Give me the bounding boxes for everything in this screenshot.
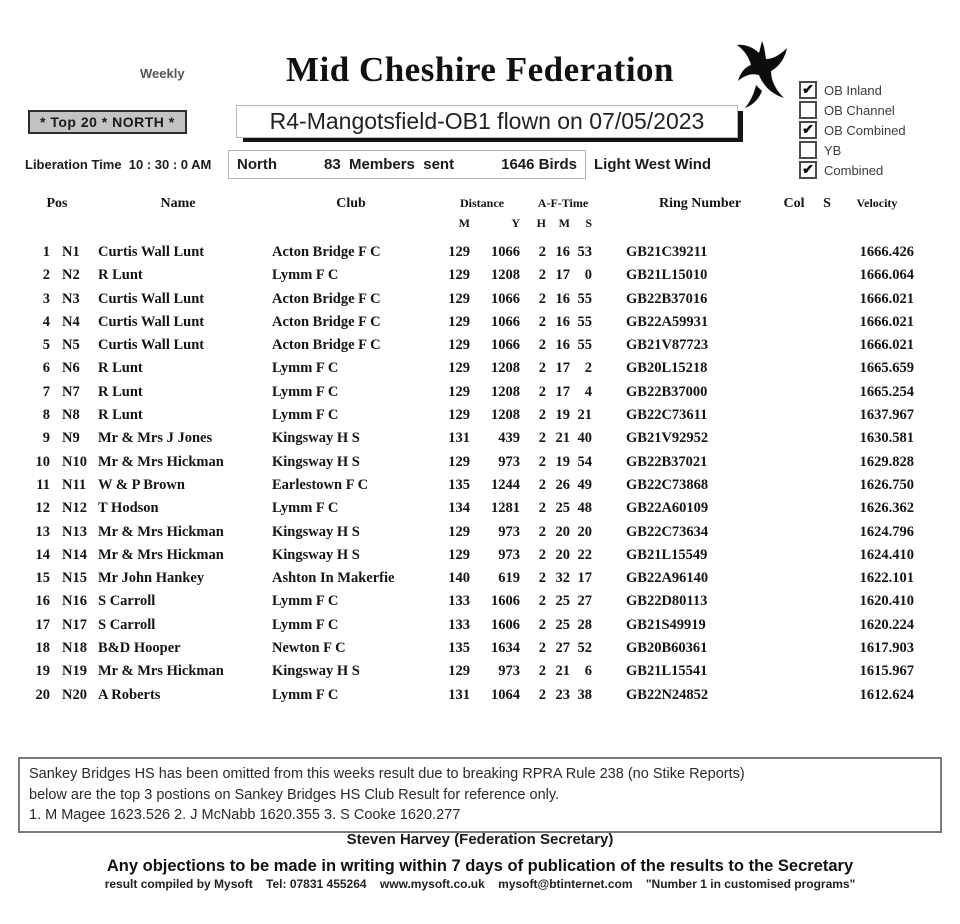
cell-distance-yards: 973 <box>498 523 520 540</box>
cell-club: Lymm F C <box>272 500 339 517</box>
col-header-col: Col <box>783 196 805 211</box>
cell-position: 3 <box>42 290 50 307</box>
cell-north-code: N7 <box>62 383 80 400</box>
checkbox-label: YB <box>824 142 842 158</box>
cell-position: 9 <box>42 430 50 447</box>
cell-club: Kingsway H S <box>272 663 360 680</box>
cell-club: Lymm F C <box>272 383 339 400</box>
cell-velocity: 1626.750 <box>859 476 914 493</box>
cell-distance-yards: 439 <box>498 430 520 447</box>
cell-time-hours: 2 <box>538 313 546 330</box>
cell-time-hours: 2 <box>538 593 546 610</box>
checkmark-icon: ✔ <box>802 81 814 97</box>
checkbox-icon <box>799 161 817 179</box>
cell-ring-number: GB22B37021 <box>626 453 708 470</box>
cell-position: 15 <box>35 570 50 587</box>
cell-north-code: N20 <box>62 686 87 703</box>
cell-position: 7 <box>42 383 50 400</box>
cell-north-code: N19 <box>62 663 87 680</box>
table-row <box>24 477 926 500</box>
cell-ring-number: GB21S49919 <box>626 616 706 633</box>
cell-time-minutes: 25 <box>555 500 570 517</box>
cell-north-code: N2 <box>62 267 80 284</box>
cell-time-hours: 2 <box>538 360 546 377</box>
cell-distance-yards: 1066 <box>491 337 520 354</box>
cell-ring-number: GB21L15541 <box>626 663 708 680</box>
cell-time-seconds: 28 <box>577 616 592 633</box>
cell-name: A Roberts <box>98 686 161 703</box>
cell-club: Lymm F C <box>272 593 339 610</box>
race-summary-box <box>228 150 586 179</box>
cell-club: Lymm F C <box>272 407 339 424</box>
cell-position: 12 <box>35 500 50 517</box>
cell-velocity: 1620.410 <box>859 593 914 610</box>
cell-club: Kingsway H S <box>272 546 360 563</box>
cell-ring-number: GB20L15218 <box>626 360 708 377</box>
bird-logo <box>732 40 794 117</box>
cell-time-hours: 2 <box>538 570 546 587</box>
cell-velocity: 1665.659 <box>859 360 914 377</box>
cell-velocity: 1637.967 <box>859 407 914 424</box>
cell-north-code: N14 <box>62 546 87 563</box>
cell-ring-number: GB22C73868 <box>626 476 709 493</box>
objections-notice: Any objections to be made in writing within 7 days of publication of the results to the Secretary <box>106 857 854 875</box>
cell-time-seconds: 6 <box>584 663 592 680</box>
cell-velocity: 1624.796 <box>859 523 914 540</box>
cell-position: 8 <box>42 407 50 424</box>
cell-time-seconds: 20 <box>577 523 592 540</box>
cell-distance-yards: 1606 <box>491 593 520 610</box>
cell-time-hours: 2 <box>538 407 546 424</box>
cell-name: Mr & Mrs Hickman <box>98 523 224 540</box>
cell-time-hours: 2 <box>538 546 546 563</box>
cell-name: Mr & Mrs Hickman <box>98 546 224 563</box>
cell-distance-miles: 129 <box>448 546 470 563</box>
cell-name: R Lunt <box>98 407 143 424</box>
cell-time-hours: 2 <box>538 430 546 447</box>
cell-time-minutes: 16 <box>555 290 570 307</box>
cell-distance-miles: 129 <box>448 407 470 424</box>
weekly-label: Weekly <box>140 66 185 81</box>
note-line-3: 1. M Magee 1623.526 2. J McNabb 1620.355 3. S Cooke 1620.277 <box>29 807 461 824</box>
cell-distance-miles: 134 <box>448 500 470 517</box>
subheader-hours: H <box>536 216 546 230</box>
checkbox-label: OB Inland <box>824 82 882 98</box>
results-rows <box>24 244 926 710</box>
cell-distance-yards: 973 <box>498 546 520 563</box>
cell-name: S Carroll <box>98 616 156 633</box>
cell-ring-number: GB22A59931 <box>626 313 709 330</box>
cell-position: 20 <box>35 686 50 703</box>
cell-distance-yards: 973 <box>498 453 520 470</box>
checkbox-icon <box>799 121 817 139</box>
cell-club: Kingsway H S <box>272 430 360 447</box>
cell-position: 4 <box>42 313 50 330</box>
cell-ring-number: GB21V92952 <box>626 430 709 447</box>
cell-north-code: N16 <box>62 593 87 610</box>
cell-north-code: N11 <box>62 476 87 493</box>
table-row <box>24 430 926 453</box>
cell-velocity: 1615.967 <box>859 663 914 680</box>
cell-time-seconds: 48 <box>577 500 592 517</box>
cell-velocity: 1629.828 <box>859 453 914 470</box>
table-row <box>24 500 926 523</box>
cell-velocity: 1620.224 <box>859 616 914 633</box>
cell-velocity: 1624.410 <box>859 546 914 563</box>
subheader-minutes: M <box>558 216 570 230</box>
cell-time-minutes: 23 <box>555 686 570 703</box>
cell-position: 18 <box>35 640 50 657</box>
pigeon-icon <box>732 99 794 116</box>
cell-time-minutes: 17 <box>555 383 570 400</box>
cell-distance-miles: 135 <box>448 640 470 657</box>
compiled-by-line: result compiled by Mysoft Tel: 07831 455264 www.mysoft.co.uk mysoft@btinternet.com "Number 1 in customised programs" <box>104 877 856 891</box>
table-row <box>24 454 926 477</box>
cell-ring-number: GB22D80113 <box>626 593 708 610</box>
cell-time-seconds: 54 <box>577 453 592 470</box>
cell-club: Acton Bridge F C <box>272 290 381 307</box>
cell-distance-yards: 1208 <box>491 267 520 284</box>
cell-club: Lymm F C <box>272 360 339 377</box>
category-checkbox[interactable] <box>799 100 906 120</box>
cell-distance-miles: 135 <box>448 476 470 493</box>
cell-time-minutes: 17 <box>555 360 570 377</box>
cell-distance-yards: 619 <box>498 570 520 587</box>
cell-distance-miles: 129 <box>448 453 470 470</box>
cell-distance-miles: 133 <box>448 593 470 610</box>
cell-distance-miles: 129 <box>448 267 470 284</box>
cell-time-minutes: 16 <box>555 313 570 330</box>
cell-club: Earlestown F C <box>272 476 369 493</box>
cell-ring-number: GB20B60361 <box>626 640 708 657</box>
cell-position: 1 <box>42 244 50 260</box>
cell-north-code: N15 <box>62 570 87 587</box>
cell-ring-number: GB22N24852 <box>626 686 709 703</box>
col-header-name: Name <box>160 196 196 211</box>
cell-time-minutes: 17 <box>555 267 570 284</box>
cell-distance-yards: 1606 <box>491 616 520 633</box>
cell-club: Lymm F C <box>272 686 339 703</box>
cell-time-minutes: 32 <box>555 570 570 587</box>
category-checkbox[interactable] <box>799 80 906 100</box>
cell-distance-yards: 1066 <box>491 290 520 307</box>
cell-time-hours: 2 <box>538 453 546 470</box>
cell-time-seconds: 2 <box>584 360 592 377</box>
table-row <box>24 640 926 663</box>
table-row <box>24 547 926 570</box>
cell-time-hours: 2 <box>538 500 546 517</box>
cell-north-code: N3 <box>62 290 80 307</box>
cell-name: R Lunt <box>98 360 143 377</box>
table-row <box>24 360 926 383</box>
cell-ring-number: GB22C73634 <box>626 523 709 540</box>
cell-name: T Hodson <box>98 500 159 517</box>
subheader-seconds: S <box>585 216 592 230</box>
table-row <box>24 337 926 360</box>
cell-club: Acton Bridge F C <box>272 313 381 330</box>
cell-distance-miles: 129 <box>448 360 470 377</box>
checkbox-icon <box>799 81 817 99</box>
cell-distance-yards: 1244 <box>491 476 520 493</box>
cell-position: 17 <box>35 616 50 633</box>
cell-ring-number: GB21V87723 <box>626 337 709 354</box>
section-name: North <box>237 156 277 173</box>
checkbox-label: OB Combined <box>824 122 906 138</box>
cell-time-seconds: 17 <box>577 570 592 587</box>
cell-ring-number: GB21L15010 <box>626 267 708 284</box>
cell-distance-miles: 129 <box>448 244 470 260</box>
cell-time-minutes: 21 <box>555 430 570 447</box>
cell-north-code: N13 <box>62 523 87 540</box>
cell-distance-miles: 131 <box>448 430 470 447</box>
cell-ring-number: GB22C73611 <box>626 407 708 424</box>
cell-name: Mr John Hankey <box>98 570 205 587</box>
cell-position: 13 <box>35 523 50 540</box>
cell-time-minutes: 27 <box>555 640 570 657</box>
cell-distance-yards: 1066 <box>491 313 520 330</box>
checkbox-icon <box>799 141 817 159</box>
cell-time-hours: 2 <box>538 523 546 540</box>
table-row <box>24 570 926 593</box>
category-checkbox[interactable] <box>799 160 906 180</box>
wind-conditions: Light West Wind <box>594 156 712 173</box>
cell-time-minutes: 21 <box>555 663 570 680</box>
col-header-distance: Distance <box>460 196 504 210</box>
cell-time-seconds: 4 <box>584 383 592 400</box>
cell-time-minutes: 16 <box>555 337 570 354</box>
table-subheader-row <box>24 216 926 238</box>
cell-velocity: 1666.021 <box>859 337 914 354</box>
liberation-time: Liberation Time 10 : 30 : 0 AM <box>25 157 212 172</box>
table-row <box>24 593 926 616</box>
secretary-signature: Steven Harvey (Federation Secretary) <box>346 831 614 848</box>
cell-club: Lymm F C <box>272 616 339 633</box>
cell-velocity: 1622.101 <box>859 570 914 587</box>
cell-time-minutes: 19 <box>555 407 570 424</box>
cell-club: Kingsway H S <box>272 523 360 540</box>
cell-distance-yards: 1208 <box>491 383 520 400</box>
cell-time-hours: 2 <box>538 686 546 703</box>
cell-ring-number: GB22A60109 <box>626 500 709 517</box>
cell-distance-miles: 129 <box>448 313 470 330</box>
cell-position: 5 <box>42 337 50 354</box>
cell-time-minutes: 20 <box>555 523 570 540</box>
cell-time-minutes: 16 <box>555 244 570 260</box>
cell-time-seconds: 55 <box>577 290 592 307</box>
cell-time-seconds: 55 <box>577 313 592 330</box>
table-row <box>24 244 926 267</box>
cell-time-hours: 2 <box>538 290 546 307</box>
cell-name: Curtis Wall Lunt <box>98 313 205 330</box>
cell-club: Acton Bridge F C <box>272 244 381 260</box>
cell-north-code: N6 <box>62 360 80 377</box>
table-row <box>24 687 926 710</box>
cell-velocity: 1612.624 <box>859 686 914 703</box>
category-checkbox[interactable] <box>799 120 906 140</box>
cell-distance-miles: 129 <box>448 290 470 307</box>
cell-north-code: N5 <box>62 337 80 354</box>
cell-distance-miles: 129 <box>448 383 470 400</box>
cell-club: Ashton In Makerfie <box>272 570 395 587</box>
cell-name: Mr & Mrs Hickman <box>98 663 224 680</box>
cell-time-seconds: 0 <box>584 267 592 284</box>
cell-distance-yards: 1208 <box>491 360 520 377</box>
col-header-velocity: Velocity <box>856 196 898 210</box>
cell-time-seconds: 27 <box>577 593 592 610</box>
cell-ring-number: GB21L15549 <box>626 546 708 563</box>
members-sent: 83 Members sent <box>324 156 455 173</box>
cell-name: B&D Hooper <box>98 640 181 657</box>
col-header-s: S <box>823 196 831 211</box>
birds-count: 1646 Birds <box>501 156 577 173</box>
checkbox-label: Combined <box>824 162 884 178</box>
subheader-miles: M <box>458 216 470 230</box>
cell-club: Newton F C <box>272 640 346 657</box>
cell-time-seconds: 52 <box>577 640 592 657</box>
cell-north-code: N17 <box>62 616 87 633</box>
cell-name: Mr & Mrs Hickman <box>98 453 224 470</box>
cell-north-code: N10 <box>62 453 87 470</box>
cell-distance-yards: 973 <box>498 663 520 680</box>
col-header-pos: Pos <box>46 196 68 211</box>
cell-time-minutes: 20 <box>555 546 570 563</box>
checkmark-icon: ✔ <box>802 121 814 137</box>
cell-north-code: N18 <box>62 640 87 657</box>
cell-ring-number: GB22B37000 <box>626 383 708 400</box>
cell-position: 10 <box>35 453 50 470</box>
cell-velocity: 1666.021 <box>859 290 914 307</box>
cell-name: Curtis Wall Lunt <box>98 290 205 307</box>
cell-name: S Carroll <box>98 593 156 610</box>
cell-position: 16 <box>35 593 50 610</box>
cell-distance-miles: 129 <box>448 523 470 540</box>
cell-time-minutes: 26 <box>555 476 570 493</box>
cell-time-seconds: 55 <box>577 337 592 354</box>
cell-time-hours: 2 <box>538 476 546 493</box>
col-header-club: Club <box>336 196 366 211</box>
cell-north-code: N12 <box>62 500 87 517</box>
checkbox-icon <box>799 101 817 119</box>
cell-north-code: N1 <box>62 244 80 260</box>
cell-distance-miles: 131 <box>448 686 470 703</box>
cell-north-code: N4 <box>62 313 80 330</box>
cell-name: R Lunt <box>98 383 143 400</box>
cell-velocity: 1665.254 <box>859 383 914 400</box>
page-title: Mid Cheshire Federation <box>285 50 675 89</box>
cell-name: W & P Brown <box>98 476 185 493</box>
table-row <box>24 267 926 290</box>
cell-position: 14 <box>35 546 50 563</box>
note-line-2: below are the top 3 postions on Sankey Bridges HS Club Result for reference only. <box>29 786 560 803</box>
omission-note-box <box>18 757 942 833</box>
cell-velocity: 1666.064 <box>859 267 914 284</box>
cell-name: Curtis Wall Lunt <box>98 337 205 354</box>
cell-velocity: 1617.903 <box>859 640 914 657</box>
cell-time-hours: 2 <box>538 640 546 657</box>
cell-time-hours: 2 <box>538 616 546 633</box>
cell-time-seconds: 49 <box>577 476 592 493</box>
table-row <box>24 384 926 407</box>
cell-name: Mr & Mrs J Jones <box>98 430 213 447</box>
cell-distance-yards: 1066 <box>491 244 520 260</box>
cell-time-seconds: 40 <box>577 430 592 447</box>
cell-velocity: 1630.581 <box>859 430 914 447</box>
cell-distance-miles: 129 <box>448 337 470 354</box>
cell-distance-miles: 133 <box>448 616 470 633</box>
cell-time-hours: 2 <box>538 337 546 354</box>
cell-velocity: 1626.362 <box>859 500 914 517</box>
table-row <box>24 524 926 547</box>
table-row <box>24 291 926 314</box>
table-row <box>24 617 926 640</box>
race-title: R4-Mangotsfield-OB1 flown on 07/05/2023 <box>269 108 705 134</box>
cell-time-seconds: 38 <box>577 686 592 703</box>
col-header-ring: Ring Number <box>658 196 742 211</box>
category-checkbox[interactable] <box>799 140 906 160</box>
cell-time-seconds: 21 <box>577 407 592 424</box>
cell-distance-miles: 140 <box>448 570 470 587</box>
cell-distance-yards: 1064 <box>491 686 520 703</box>
table-header-row <box>24 192 926 212</box>
results-table <box>24 192 926 710</box>
cell-time-hours: 2 <box>538 383 546 400</box>
cell-distance-yards: 1208 <box>491 407 520 424</box>
cell-distance-miles: 129 <box>448 663 470 680</box>
col-header-aftime: A-F-Time <box>537 196 589 210</box>
race-title-box <box>236 105 738 138</box>
cell-distance-yards: 1634 <box>491 640 520 657</box>
table-row <box>24 663 926 686</box>
cell-time-hours: 2 <box>538 267 546 284</box>
cell-time-hours: 2 <box>538 663 546 680</box>
cell-time-minutes: 25 <box>555 593 570 610</box>
cell-ring-number: GB22B37016 <box>626 290 708 307</box>
cell-club: Kingsway H S <box>272 453 360 470</box>
cell-distance-yards: 1281 <box>491 500 520 517</box>
cell-position: 19 <box>35 663 50 680</box>
table-row <box>24 314 926 337</box>
checkbox-label: OB Channel <box>824 102 895 118</box>
subheader-yards: Y <box>511 216 520 230</box>
cell-time-minutes: 19 <box>555 453 570 470</box>
cell-ring-number: GB21C39211 <box>626 244 708 260</box>
cell-club: Lymm F C <box>272 267 339 284</box>
category-checkbox-list <box>799 80 906 180</box>
note-line-1: Sankey Bridges HS has been omitted from this weeks result due to breaking RPRA Rule 238 (no Stike Reports) <box>29 766 745 782</box>
cell-velocity: 1666.021 <box>859 313 914 330</box>
cell-north-code: N8 <box>62 407 80 424</box>
cell-time-minutes: 25 <box>555 616 570 633</box>
cell-name: R Lunt <box>98 267 143 284</box>
cell-time-hours: 2 <box>538 244 546 260</box>
cell-north-code: N9 <box>62 430 80 447</box>
table-row <box>24 407 926 430</box>
cell-ring-number: GB22A96140 <box>626 570 709 587</box>
cell-time-seconds: 53 <box>577 244 592 260</box>
cell-club: Acton Bridge F C <box>272 337 381 354</box>
cell-velocity: 1666.426 <box>859 244 914 260</box>
cell-position: 2 <box>42 267 50 284</box>
cell-position: 6 <box>42 360 50 377</box>
cell-position: 11 <box>36 476 50 493</box>
top20-north-badge: * Top 20 * NORTH * <box>28 110 187 134</box>
cell-name: Curtis Wall Lunt <box>98 244 205 260</box>
checkmark-icon: ✔ <box>802 161 814 177</box>
cell-time-seconds: 22 <box>577 546 592 563</box>
